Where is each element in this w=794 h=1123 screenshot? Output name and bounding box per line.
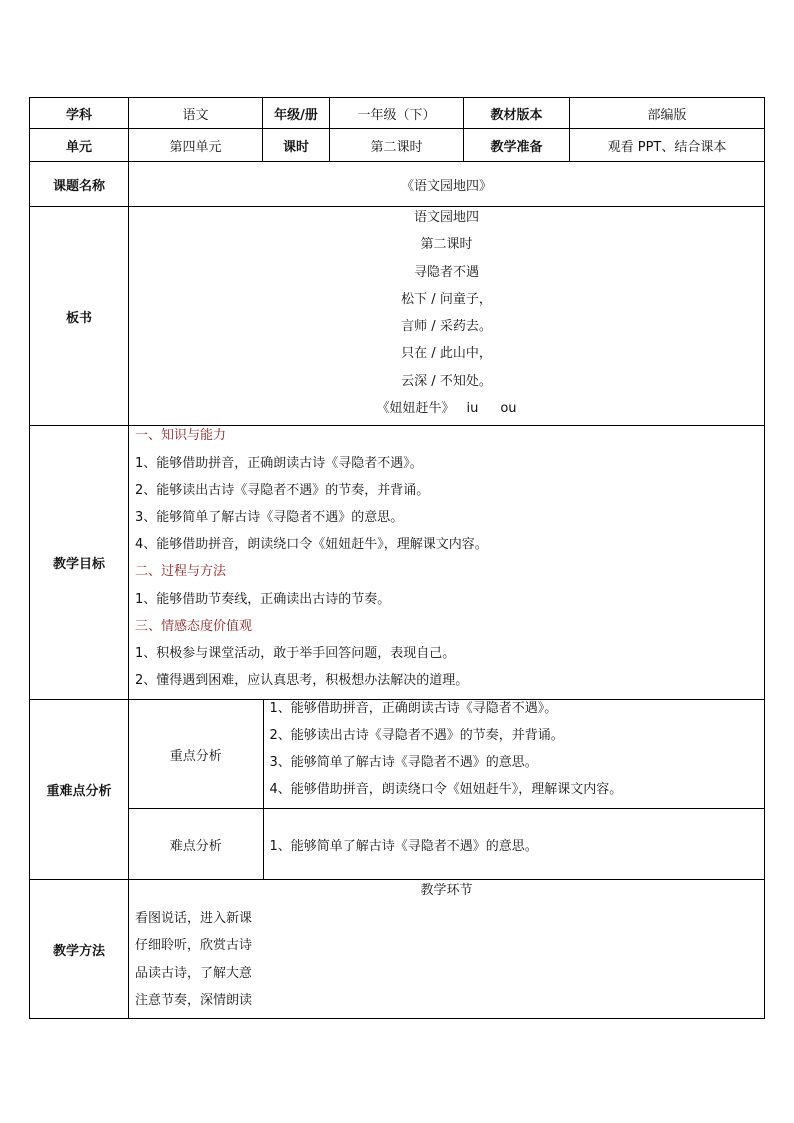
period-label: 课时 bbox=[263, 129, 330, 162]
board-line: 松下 / 问童子， bbox=[401, 291, 492, 307]
methods-label: 教学方法 bbox=[30, 880, 129, 1019]
board-line: 第二课时 bbox=[420, 237, 473, 253]
board-line-last bbox=[129, 398, 764, 425]
board-line: 只在 / 此山中， bbox=[401, 346, 492, 362]
methods-content bbox=[129, 880, 765, 1019]
method-item: 品读古诗，了解大意 bbox=[135, 965, 253, 981]
prep-label: 教学准备 bbox=[464, 129, 570, 162]
focus-item: 2、能够读出古诗《寻隐者不遇》的节奏，并背诵。 bbox=[269, 728, 564, 744]
focus-label: 重点分析 bbox=[129, 700, 263, 809]
difficulty-text: 1、能够简单了解古诗《寻隐者不遇》的意思。 bbox=[269, 838, 538, 854]
objectives-list bbox=[129, 426, 764, 698]
board-lines bbox=[129, 207, 764, 425]
objective-item: 1、能够借助节奏线，正确读出古诗的节奏。 bbox=[135, 591, 391, 607]
focus-item: 4、能够借助拼音，朗读绕口令《妞妞赶牛》，理解课文内容。 bbox=[269, 782, 623, 798]
edition-label: 教材版本 bbox=[464, 98, 570, 129]
prep-value: 观看 PPT、结合课本 bbox=[570, 129, 765, 162]
lesson-label: 课题名称 bbox=[30, 162, 129, 207]
unit-label: 单元 bbox=[30, 129, 129, 162]
pinyin-ou: ou bbox=[500, 401, 517, 417]
objectives-label: 教学目标 bbox=[30, 426, 129, 700]
objective-section-heading: 一、知识与能力 bbox=[135, 428, 227, 444]
lesson-title: 《语文园地四》 bbox=[129, 162, 765, 207]
objective-section-heading: 二、过程与方法 bbox=[135, 564, 227, 580]
board-line: 言师 / 采药去。 bbox=[401, 319, 492, 335]
grade-label: 年级/册 bbox=[263, 98, 330, 129]
focus-list bbox=[264, 700, 765, 808]
methods-list bbox=[129, 880, 764, 1018]
difficulty-label: 难点分析 bbox=[129, 809, 263, 879]
objective-item: 2、能够读出古诗《寻隐者不遇》的节奏，并背诵。 bbox=[135, 482, 430, 498]
grade-value: 一年级（下） bbox=[330, 98, 464, 129]
key-points-label: 重难点分析 bbox=[30, 700, 129, 880]
objective-item: 1、能够借助拼音，正确朗读古诗《寻隐者不遇》。 bbox=[135, 455, 423, 471]
focus-content bbox=[263, 700, 764, 809]
unit-value: 第四单元 bbox=[129, 129, 263, 162]
subject-label: 学科 bbox=[30, 98, 129, 129]
objective-item: 2、懂得遇到困难，应认真思考，积极想办法解决的道理。 bbox=[135, 673, 469, 689]
method-item: 仔细聆听，欣赏古诗 bbox=[135, 938, 253, 954]
board-line: 语文园地四 bbox=[413, 210, 479, 225]
objective-item: 3、能够简单了解古诗《寻隐者不遇》的意思。 bbox=[135, 509, 404, 525]
objective-section-heading: 三、情感态度价值观 bbox=[135, 618, 253, 634]
method-item: 看图说话，进入新课 bbox=[135, 910, 253, 926]
objectives-content bbox=[129, 426, 765, 700]
subject-value: 语文 bbox=[129, 98, 263, 129]
method-item: 注意节奏，深情朗读 bbox=[135, 993, 253, 1009]
focus-item: 3、能够简单了解古诗《寻隐者不遇》的意思。 bbox=[269, 755, 538, 771]
board-label: 板书 bbox=[30, 207, 129, 426]
methods-heading: 教学环节 bbox=[420, 883, 473, 899]
key-points-content bbox=[129, 700, 765, 880]
board-content bbox=[129, 207, 765, 426]
objective-item: 4、能够借助拼音，朗读绕口令《妞妞赶牛》，理解课文内容。 bbox=[135, 537, 488, 553]
board-line: 寻隐者不遇 bbox=[413, 264, 479, 280]
edition-value: 部编版 bbox=[570, 98, 765, 129]
lesson-plan-table bbox=[29, 97, 765, 1019]
focus-item: 1、能够借助拼音，正确朗读古诗《寻隐者不遇》。 bbox=[269, 701, 558, 717]
board-poem-title: 《妞妞赶牛》 bbox=[376, 401, 455, 417]
period-value: 第二课时 bbox=[330, 129, 464, 162]
key-points-inner bbox=[129, 700, 764, 879]
board-line: 云深 / 不知处。 bbox=[401, 373, 492, 389]
pinyin-iu: iu bbox=[466, 401, 479, 417]
objective-item: 1、积极参与课堂活动，敢于举手回答问题，表现自己。 bbox=[135, 645, 456, 661]
